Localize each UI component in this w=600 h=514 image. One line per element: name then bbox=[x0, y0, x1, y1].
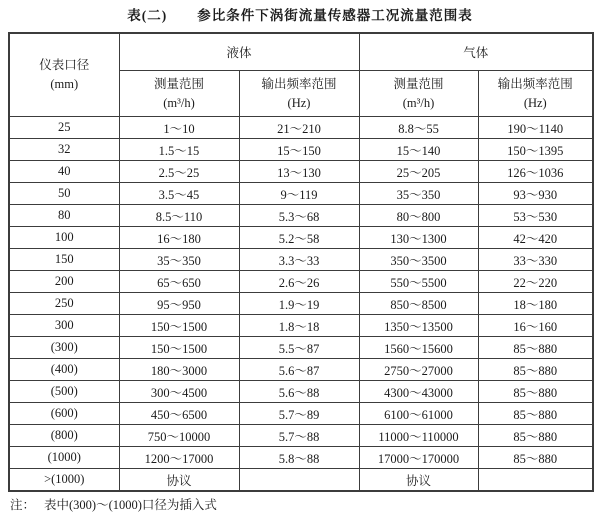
cell-gas-frequency: 85～880 bbox=[478, 337, 593, 359]
header-liquid-frequency-unit: (Hz) bbox=[287, 95, 311, 110]
cell-gas-frequency: 53～530 bbox=[478, 205, 593, 227]
cell-liquid-range: 95～950 bbox=[119, 293, 239, 315]
cell-gas-frequency: 85～880 bbox=[478, 381, 593, 403]
cell-liquid-frequency: 13～130 bbox=[239, 161, 359, 183]
table-row bbox=[9, 381, 593, 403]
cell-liquid-range: 750～10000 bbox=[119, 425, 239, 447]
header-diameter-label: 仪表口径 bbox=[39, 58, 90, 72]
header-gas-frequency-unit: (Hz) bbox=[523, 95, 547, 110]
header-diameter-unit: (mm) bbox=[50, 77, 79, 91]
header-gas-range-label: 测量范围 bbox=[393, 76, 444, 91]
table-row bbox=[9, 469, 593, 492]
cell-gas-range: 17000～170000 bbox=[359, 447, 478, 469]
cell-gas-frequency: 126～1036 bbox=[478, 161, 593, 183]
cell-gas-frequency: 22～220 bbox=[478, 271, 593, 293]
cell-liquid-frequency: 5.7～89 bbox=[239, 403, 359, 425]
cell-gas-range: 6100～61000 bbox=[359, 403, 478, 425]
footnote-prefix: 注： bbox=[10, 498, 36, 512]
cell-gas-range: 8.8～55 bbox=[359, 117, 478, 139]
cell-liquid-frequency: 5.6～88 bbox=[239, 381, 359, 403]
cell-liquid-frequency: 2.6～26 bbox=[239, 271, 359, 293]
cell-gas-range: 80～800 bbox=[359, 205, 478, 227]
cell-gas-frequency: 85～880 bbox=[478, 425, 593, 447]
footnote bbox=[8, 496, 592, 514]
cell-liquid-frequency: 5.5～87 bbox=[239, 337, 359, 359]
cell-liquid-range: 300～4500 bbox=[119, 381, 239, 403]
cell-diameter: 40 bbox=[9, 161, 119, 183]
table-row bbox=[9, 293, 593, 315]
cell-liquid-range: 16～180 bbox=[119, 227, 239, 249]
cell-liquid-frequency: 1.9～19 bbox=[239, 293, 359, 315]
header-liquid-frequency bbox=[239, 71, 359, 117]
cell-gas-frequency: 33～330 bbox=[478, 249, 593, 271]
header-liquid-range bbox=[119, 71, 239, 117]
cell-liquid-frequency: 5.7～88 bbox=[239, 425, 359, 447]
cell-diameter: 250 bbox=[9, 293, 119, 315]
cell-gas-frequency: 16～160 bbox=[478, 315, 593, 337]
cell-gas-frequency: 42～420 bbox=[478, 227, 593, 249]
cell-gas-frequency bbox=[478, 469, 593, 492]
cell-liquid-frequency: 5.8～88 bbox=[239, 447, 359, 469]
cell-liquid-frequency: 5.3～68 bbox=[239, 205, 359, 227]
table-row bbox=[9, 183, 593, 205]
cell-liquid-range: 150～1500 bbox=[119, 337, 239, 359]
cell-gas-range: 130～1300 bbox=[359, 227, 478, 249]
cell-liquid-range: 180～3000 bbox=[119, 359, 239, 381]
cell-diameter: (800) bbox=[9, 425, 119, 447]
table-row bbox=[9, 227, 593, 249]
table-caption: 参比条件下涡街流量传感器工况流量范围表 bbox=[197, 8, 473, 23]
cell-diameter: 50 bbox=[9, 183, 119, 205]
cell-diameter: (300) bbox=[9, 337, 119, 359]
header-group-row bbox=[9, 33, 593, 71]
table-row bbox=[9, 205, 593, 227]
cell-gas-range: 25～205 bbox=[359, 161, 478, 183]
cell-gas-range: 850～8500 bbox=[359, 293, 478, 315]
cell-gas-frequency: 85～880 bbox=[478, 447, 593, 469]
cell-diameter: (400) bbox=[9, 359, 119, 381]
cell-gas-range: 11000～110000 bbox=[359, 425, 478, 447]
cell-liquid-range: 1.5～15 bbox=[119, 139, 239, 161]
cell-liquid-range: 2.5～25 bbox=[119, 161, 239, 183]
cell-diameter: (500) bbox=[9, 381, 119, 403]
cell-diameter: (600) bbox=[9, 403, 119, 425]
cell-gas-frequency: 150～1395 bbox=[478, 139, 593, 161]
cell-liquid-frequency: 1.8～18 bbox=[239, 315, 359, 337]
cell-gas-frequency: 85～880 bbox=[478, 403, 593, 425]
table-row bbox=[9, 271, 593, 293]
cell-gas-range: 1560～15600 bbox=[359, 337, 478, 359]
cell-liquid-range: 1～10 bbox=[119, 117, 239, 139]
table-row bbox=[9, 139, 593, 161]
header-liquid-range-unit: (m³/h) bbox=[163, 95, 195, 110]
table-row bbox=[9, 315, 593, 337]
footnote-text: 表中(300)～(1000)口径为插入式 bbox=[44, 498, 217, 512]
cell-liquid-range: 1200～17000 bbox=[119, 447, 239, 469]
cell-gas-range: 35～350 bbox=[359, 183, 478, 205]
header-liquid-range-label: 测量范围 bbox=[153, 76, 204, 91]
cell-diameter: 25 bbox=[9, 117, 119, 139]
cell-liquid-range: 450～6500 bbox=[119, 403, 239, 425]
cell-liquid-frequency: 5.6～87 bbox=[239, 359, 359, 381]
header-liquid-frequency-label: 输出频率范围 bbox=[261, 76, 337, 91]
header-gas-range bbox=[359, 71, 478, 117]
cell-liquid-range: 协议 bbox=[119, 469, 239, 492]
table-row bbox=[9, 447, 593, 469]
table-row bbox=[9, 117, 593, 139]
cell-gas-range: 15～140 bbox=[359, 139, 478, 161]
cell-liquid-frequency: 15～150 bbox=[239, 139, 359, 161]
table-row bbox=[9, 403, 593, 425]
cell-diameter: 300 bbox=[9, 315, 119, 337]
cell-gas-frequency: 93～930 bbox=[478, 183, 593, 205]
cell-liquid-range: 150～1500 bbox=[119, 315, 239, 337]
cell-liquid-range: 65～650 bbox=[119, 271, 239, 293]
cell-diameter: 150 bbox=[9, 249, 119, 271]
cell-gas-range: 2750～27000 bbox=[359, 359, 478, 381]
cell-gas-range: 1350～13500 bbox=[359, 315, 478, 337]
cell-diameter: >(1000) bbox=[9, 469, 119, 492]
flow-range-table bbox=[8, 32, 594, 492]
table-number: 表(二) bbox=[127, 8, 168, 23]
cell-liquid-frequency: 9～119 bbox=[239, 183, 359, 205]
cell-liquid-range: 8.5～110 bbox=[119, 205, 239, 227]
cell-diameter: 200 bbox=[9, 271, 119, 293]
table-row bbox=[9, 249, 593, 271]
header-diameter bbox=[9, 33, 119, 117]
table-title bbox=[8, 6, 592, 26]
cell-gas-frequency: 85～880 bbox=[478, 359, 593, 381]
table-row bbox=[9, 337, 593, 359]
header-gas-frequency-label: 输出频率范围 bbox=[497, 76, 573, 91]
cell-liquid-frequency: 3.3～33 bbox=[239, 249, 359, 271]
header-gas-range-unit: (m³/h) bbox=[402, 95, 435, 110]
cell-gas-frequency: 190～1140 bbox=[478, 117, 593, 139]
cell-diameter: (1000) bbox=[9, 447, 119, 469]
header-gas-frequency bbox=[478, 71, 593, 117]
cell-gas-range: 4300～43000 bbox=[359, 381, 478, 403]
table-row bbox=[9, 359, 593, 381]
header-liquid: 液体 bbox=[119, 33, 359, 71]
table-row bbox=[9, 425, 593, 447]
cell-gas-range: 550～5500 bbox=[359, 271, 478, 293]
cell-liquid-range: 3.5～45 bbox=[119, 183, 239, 205]
cell-liquid-frequency: 5.2～58 bbox=[239, 227, 359, 249]
cell-liquid-range: 35～350 bbox=[119, 249, 239, 271]
cell-gas-range: 350～3500 bbox=[359, 249, 478, 271]
cell-diameter: 100 bbox=[9, 227, 119, 249]
cell-liquid-frequency bbox=[239, 469, 359, 492]
header-gas: 气体 bbox=[359, 33, 593, 71]
cell-gas-frequency: 18～180 bbox=[478, 293, 593, 315]
cell-gas-range: 协议 bbox=[359, 469, 478, 492]
cell-diameter: 80 bbox=[9, 205, 119, 227]
cell-liquid-frequency: 21～210 bbox=[239, 117, 359, 139]
table-row bbox=[9, 161, 593, 183]
cell-diameter: 32 bbox=[9, 139, 119, 161]
